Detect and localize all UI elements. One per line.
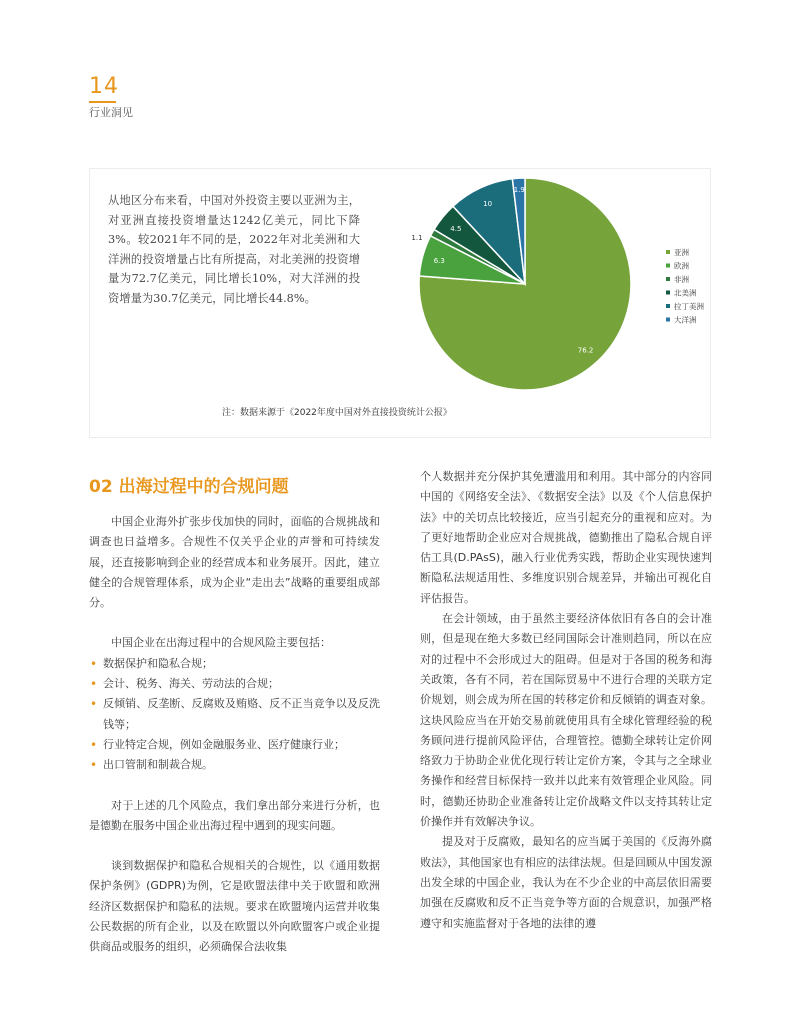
list-item: • 会计、税务、海关、劳动法的合规； xyxy=(89,674,380,694)
slice-value-label: 10 xyxy=(483,200,493,209)
slice-value-label: 1.1 xyxy=(411,234,423,242)
paragraph: 中国企业在出海过程中的合规风险主要包括： xyxy=(111,636,331,650)
legend-label: 欧洲 xyxy=(674,261,689,271)
legend-swatch xyxy=(666,250,670,254)
legend-label: 非洲 xyxy=(674,275,689,284)
slice-value-label: 6.3 xyxy=(433,256,445,265)
legend-swatch xyxy=(666,277,670,281)
legend-swatch xyxy=(666,291,670,295)
paragraph: 在会计领域，由于虽然主要经济体依旧有各自的会计准则，但是现在绝大多数已经同国际会计准则趋同，所以在应对的过程中不会形成过大的阻碍。但是对于各国的税务和海关政策，各有不同，若在国际贸易中不进行合理的关联方定价规划，则会成为所在国的转移定价和反倾销的调查对象。这块风险应当在开始交易前就使用具有全球化管理经验的税务顾问进行提前风险评估，合理管控。德勤全球转让定价网络致力于协助企业优化现行转让定价方案，令其与之全球业务操作和经营目标保持一致并以此来有效管理企业风险。同时，德勤还协助企业准备转让定价战略文件以支持其转让定价操作并有效解决争议。 xyxy=(420,612,712,829)
legend-swatch xyxy=(666,304,670,308)
legend-label: 大洋洲 xyxy=(674,315,697,325)
section-label: 行业洞见 xyxy=(89,106,133,119)
legend-swatch xyxy=(666,318,670,322)
left-column xyxy=(89,512,380,958)
bullet-icon: • xyxy=(90,697,98,712)
paragraph: 提及对于反腐败，最知名的应当属于美国的《反海外腐败法》，其他国家也有相应的法律法规。但是回顾从中国发源出发全球的中国企业，我认为在不少企业的中高层依旧需要加强在反腐败和反不正当竞争等方面的合规意识，加强严格遵守和实施监督对于各地的法律的遵 xyxy=(420,835,712,930)
right-column xyxy=(420,467,712,934)
paragraph: 对于上述的几个风险点，我们拿出部分来进行分析，也是德勤在服务中国企业出海过程中遇到的现实问题。 xyxy=(89,798,380,832)
pie-chart xyxy=(380,172,710,404)
list-item: • 出口管制和制裁合规。 xyxy=(89,755,380,775)
slice-value-label: 1.9 xyxy=(513,185,525,194)
paragraph: 个人数据并充分保护其免遭滥用和利用。其中部分的内容同中国的《网络安全法》、《数据安全法》以及《个人信息保护法》中的关切点比较接近，应当引起充分的重视和应对。为了更好地帮助企业应对合规挑战，德勤推出了隐私合规自评估工具(D.PAsS)，融入行业优秀实践，帮助企业实现快速判断隐私法规适用性、多维度识别合规差异，并输出可视化自评估报告。 xyxy=(420,470,712,605)
legend-label: 亚洲 xyxy=(674,248,689,257)
legend-label: 北美洲 xyxy=(674,288,697,298)
bullet-icon: • xyxy=(90,758,98,773)
list-item: • 行业特定合规，例如金融服务业、医疗健康行业； xyxy=(89,735,380,755)
chart-intro-text: 从地区分布来看，中国对外投资主要以亚洲为主，对亚洲直接投资增量达1242亿美元，同比下降3%。较2021年不同的是，2022年对北美洲和大洋洲的投资增量占比有所提高，对北美洲的投资增量为72.7亿美元，同比增长10%，对大洋洲的投资增量为30.7亿美元，同比增长44.8%。 xyxy=(108,194,360,305)
slice-value-label: 76.2 xyxy=(577,346,594,355)
chart-source-note: 注：数据来源于《2022年度中国对外直接投资统计公报》 xyxy=(222,408,452,418)
slice-value-label: 4.5 xyxy=(450,224,462,233)
bullet-icon: • xyxy=(90,677,98,692)
section-heading: 02 出海过程中的合规问题 xyxy=(89,477,289,497)
page-number-rule xyxy=(89,101,116,103)
legend-label: 拉丁美洲 xyxy=(674,302,704,311)
paragraph: 中国企业海外扩张步伐加快的同时，面临的合规挑战和调查也日益增多。合规性不仅关乎企业的声誉和可持续发展，还直接影响到企业的经营成本和业务展开。因此，建立健全的合规管理体系，成为企业“走出去”战略的重要组成部分。 xyxy=(89,515,380,610)
page-number: 14 xyxy=(89,74,119,99)
list-item: • 数据保护和隐私合规； xyxy=(89,654,380,674)
bullet-icon: • xyxy=(90,737,98,752)
paragraph: 谈到数据保护和隐私合规相关的合规性，以《通用数据保护条例》(GDPR)为例，它是欧盟法律中关于欧盟和欧洲经济区数据保护和隐私的法规。要求在欧盟境内运营并收集公民数据的所有企业，以及在欧盟以外向欧盟客户或企业提供商品或服务的组织，必须确保合法收集 xyxy=(89,859,380,954)
bullet-icon: • xyxy=(90,656,98,671)
legend-swatch xyxy=(666,264,670,268)
list-item: • 反倾销、反垄断、反腐败及贿赂、反不正当竞争以及反洗钱等； xyxy=(89,694,380,735)
risk-list xyxy=(89,654,380,776)
